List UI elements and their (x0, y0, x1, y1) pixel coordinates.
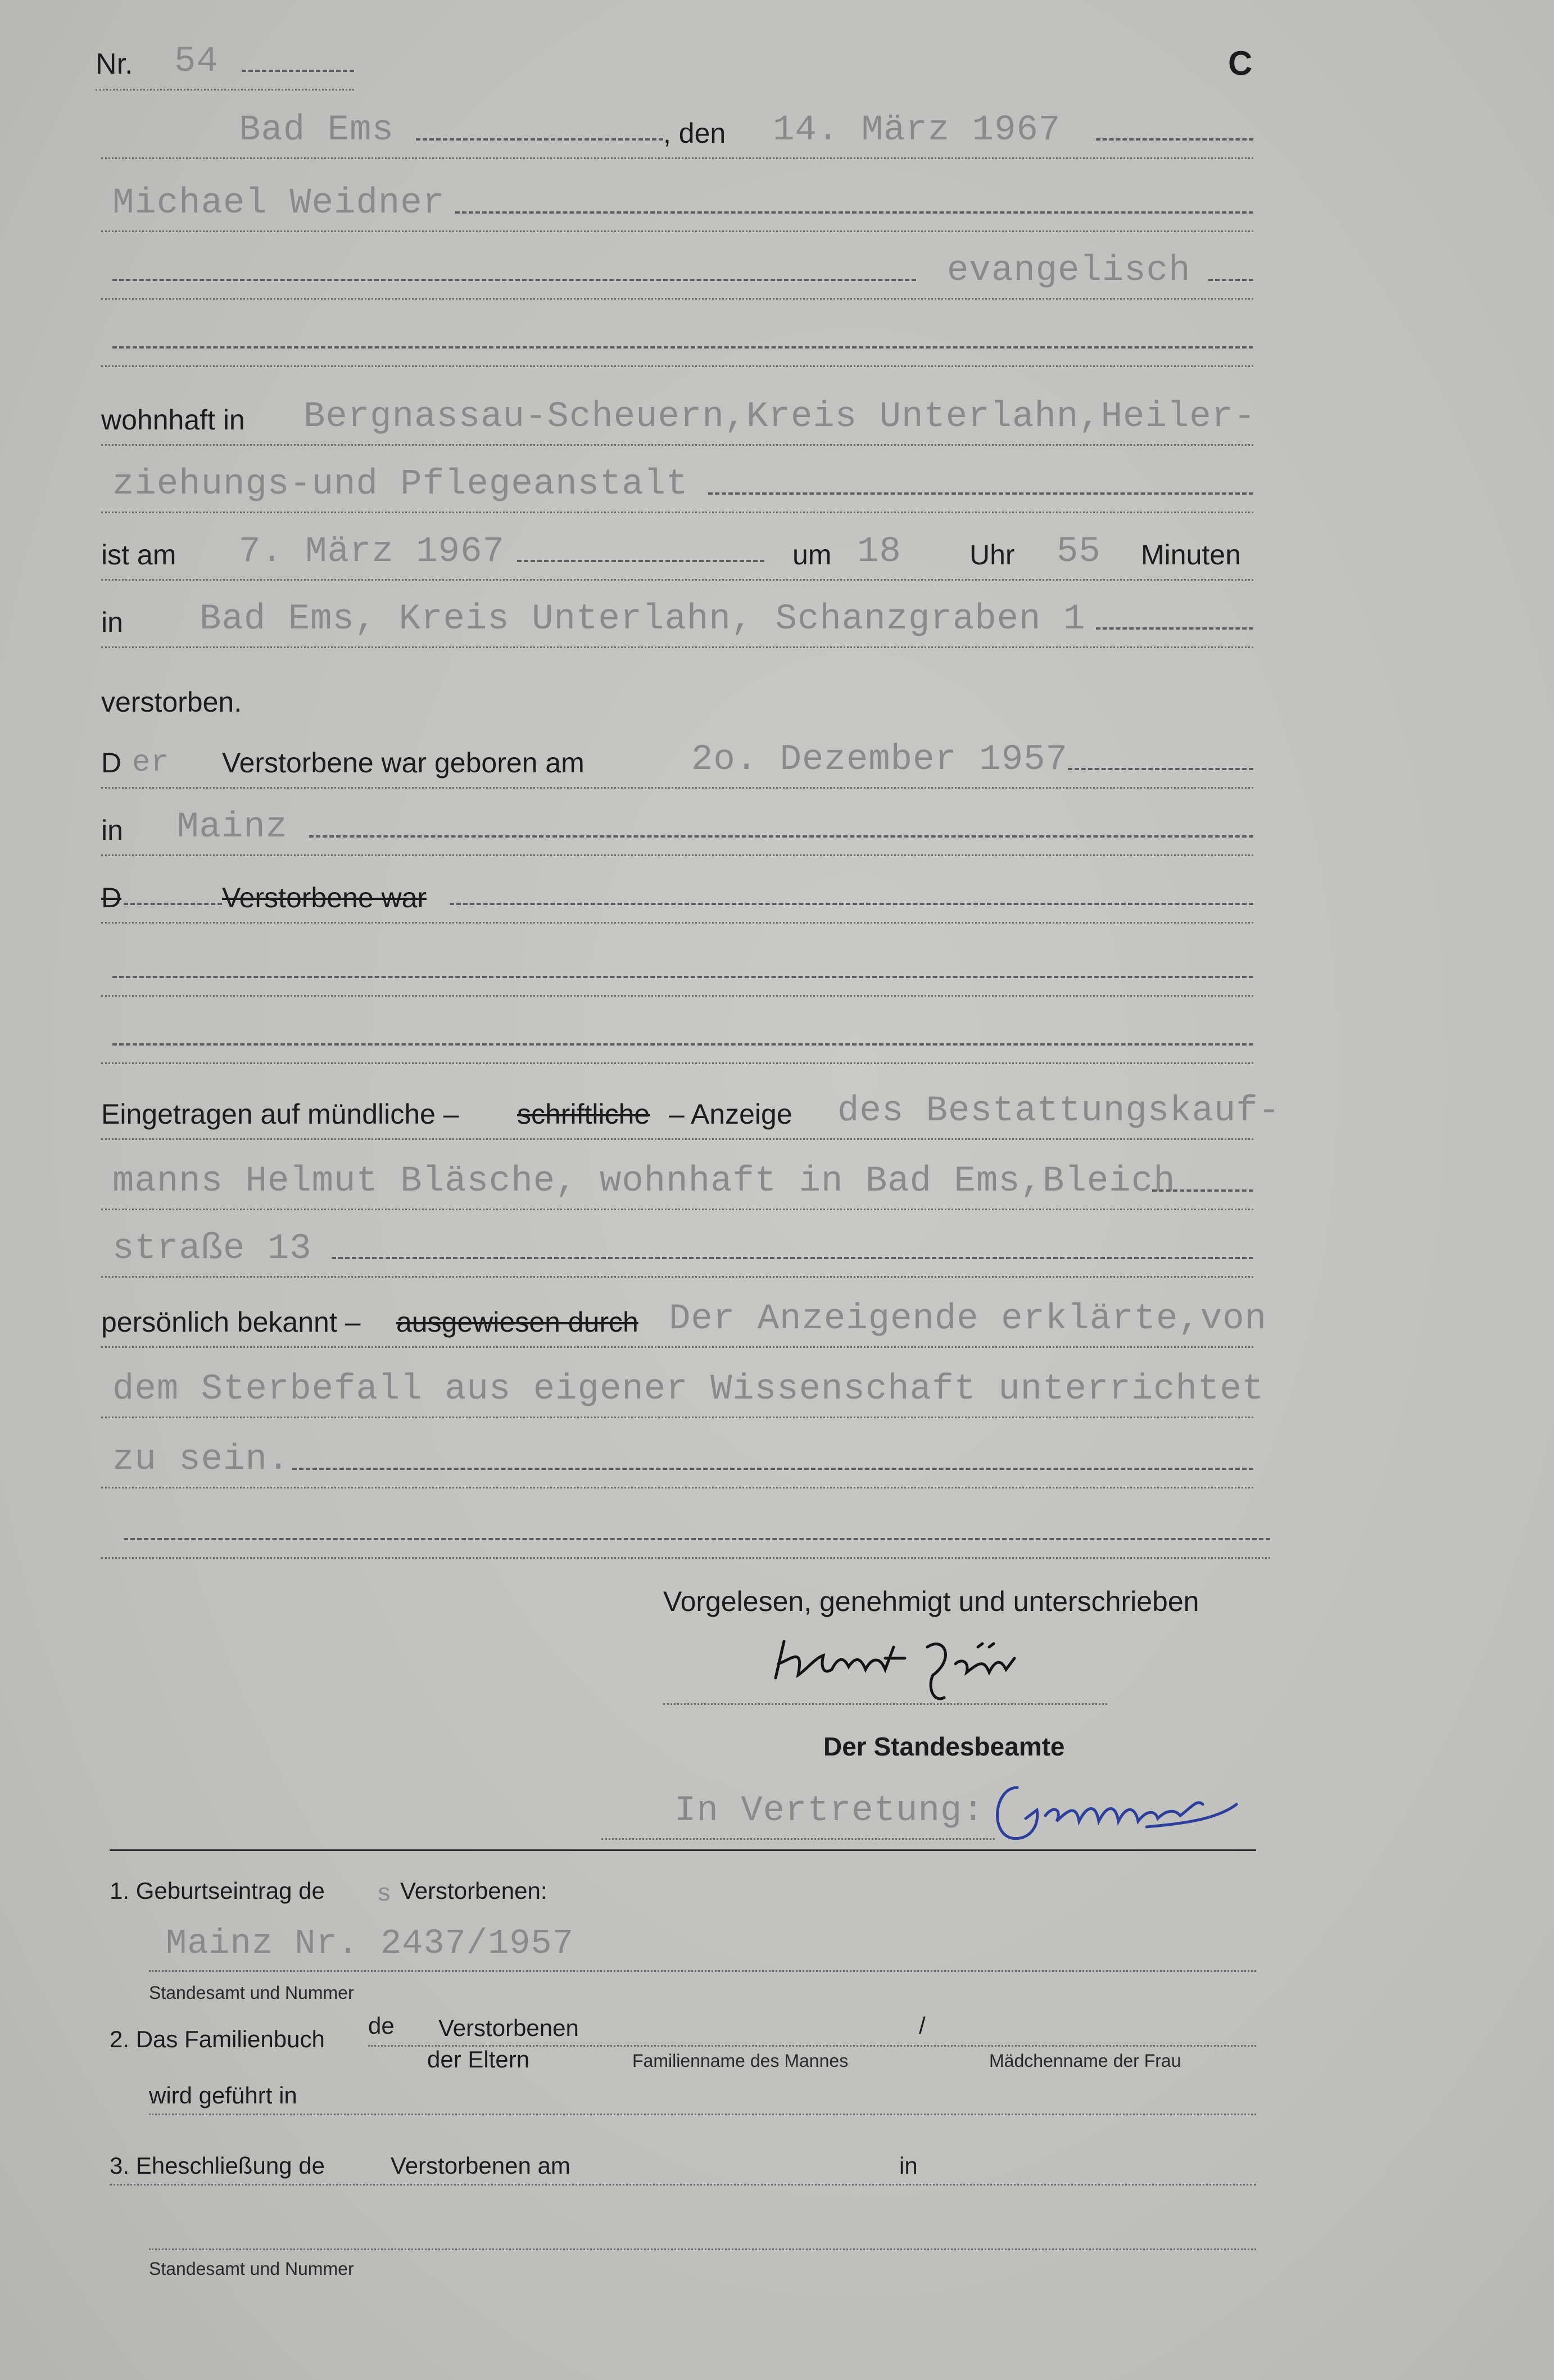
dash-fill (332, 1257, 1253, 1259)
entry-number-row (96, 44, 354, 91)
dash-fill (1096, 138, 1253, 141)
item1-sub: Standesamt und Nummer (149, 1983, 354, 2003)
deceased-name: Michael Weidner (112, 183, 445, 224)
residence-line-1: Bergnassau-Scheuern,Kreis Unterlahn,Heiler- (303, 397, 1256, 437)
read-approved-label: Vorgelesen, genehmigt und unterschrieben (663, 1586, 1199, 1617)
place-date-row (101, 107, 1253, 159)
birth-d-label: D (101, 747, 122, 779)
official-signature-text: Gemmer (1118, 1855, 1121, 1856)
item3-label: 3. Eheschließung de (110, 2152, 325, 2179)
dash-fill (450, 903, 1253, 905)
informant-signature-text: Helmut Bläsche (888, 1703, 892, 1704)
item2-sub-1: Familienname des Mannes (632, 2051, 849, 2071)
item1-label: 1. Geburtseintrag de (110, 1877, 325, 1904)
item2-verstorbenen: Verstorbenen (438, 2015, 579, 2041)
item1-value-line (149, 1922, 1256, 1972)
den-label: , den (663, 117, 726, 149)
known-struck: ausgewiesen durch (396, 1306, 638, 1338)
item1-rest: Verstorbenen: (400, 1877, 547, 1904)
uhr-label: Uhr (969, 539, 1015, 571)
item3-sub: Standesamt und Nummer (149, 2259, 354, 2279)
deputy-line (601, 1788, 995, 1840)
dash-fill (1096, 627, 1253, 630)
item2-label: 2. Das Familienbuch (110, 2026, 325, 2052)
item1-s: s (377, 1880, 392, 1908)
death-date: 7. März 1967 (239, 532, 505, 572)
report-label-b: – Anzeige (669, 1098, 792, 1130)
struck-d-label: D (101, 882, 122, 913)
birth-d-suffix: er (132, 746, 170, 780)
dash-fill (112, 1043, 1253, 1046)
dash-fill (112, 346, 1253, 349)
residence-label: wohnhaft in (101, 404, 245, 436)
blank-row (101, 315, 1253, 367)
blank-row (101, 944, 1253, 997)
religion-row (101, 247, 1253, 300)
dash-fill (292, 1468, 1253, 1470)
item1-value: Mainz Nr. 2437/1957 (166, 1924, 574, 1963)
informant-signature (663, 1625, 1107, 1709)
residence-row-1 (101, 393, 1256, 446)
corner-letter: C (1228, 44, 1253, 82)
um-label: um (792, 539, 832, 571)
birth-in-label: in (101, 815, 123, 846)
verstorben-label: verstorben. (101, 686, 242, 718)
birth-date-row (101, 736, 1253, 789)
report-row-2 (101, 1158, 1253, 1210)
ist-am-label: ist am (101, 539, 176, 571)
dash-fill (124, 903, 222, 905)
deputy-label: In Vertretung: (674, 1791, 985, 1831)
register-place: Bad Ems (239, 110, 394, 151)
in-label: in (101, 607, 123, 638)
residence-line-2: ziehungs-und Pflegeanstalt (112, 464, 688, 505)
struck-row (101, 871, 1253, 924)
item2-de: de (368, 2012, 395, 2039)
report-row-1 (101, 1088, 1281, 1140)
item2-sub-2: Mädchenname der Frau (989, 2051, 1181, 2071)
report-label: Eingetragen auf mündliche – (101, 1098, 459, 1130)
dash-fill (1208, 279, 1253, 281)
report-line-3: straße 13 (112, 1229, 312, 1269)
name-row (101, 180, 1253, 232)
item3-in: in (899, 2152, 918, 2179)
known-label: persönlich bekannt – (101, 1306, 361, 1338)
religion: evangelisch (947, 251, 1191, 291)
nr-value: 54 (174, 42, 219, 82)
report-row-6 (101, 1436, 1253, 1488)
item3-verstorbenen: Verstorbenen am (391, 2152, 570, 2179)
residence-row-2 (101, 461, 1253, 513)
footer-divider (110, 1849, 1256, 1851)
death-place-row (101, 596, 1253, 648)
dash-fill (112, 279, 916, 281)
report-line-6: zu sein. (112, 1440, 290, 1480)
dash-fill (112, 976, 1253, 978)
dash-fill (517, 560, 764, 562)
report-line-2: manns Helmut Bläsche, wohnhaft in Bad Ems,Bleich (112, 1161, 1176, 1202)
informant-signature-line (663, 1641, 1107, 1705)
dash-fill (1152, 1189, 1253, 1192)
report-line-5: dem Sterbefall aus eigener Wissenschaft unterrichtet (112, 1369, 1265, 1410)
dash-fill (1068, 768, 1253, 770)
blank-row (101, 1506, 1270, 1559)
death-time-row (101, 528, 1253, 581)
death-hour: 18 (857, 532, 901, 572)
dash-fill (124, 1538, 1270, 1540)
birth-date: 2o. Dezember 1957 (691, 740, 1068, 780)
official-label: Der Standesbeamte (823, 1732, 1065, 1761)
item2-eltern: der Eltern (427, 2046, 530, 2073)
nr-label: Nr. (96, 48, 133, 80)
item2-slash: / (919, 2012, 926, 2039)
minuten-label: Minuten (1141, 539, 1241, 571)
birth-place: Mainz (177, 807, 288, 848)
official-signature (978, 1765, 1259, 1861)
item2-line2-label: wird geführt in (149, 2082, 297, 2108)
report-row-5 (101, 1366, 1265, 1418)
birth-text-label: Verstorbene war geboren am (222, 747, 585, 779)
blank-row (101, 1012, 1253, 1064)
dash-fill (242, 70, 354, 72)
dash-fill (708, 492, 1253, 495)
report-line-1: des Bestattungskauf- (837, 1091, 1281, 1132)
dash-fill (416, 138, 663, 141)
struck-text: Verstorbene war (222, 882, 427, 913)
report-row-4 (101, 1296, 1267, 1348)
report-struck: schriftliche (517, 1098, 650, 1130)
report-row-3 (101, 1225, 1253, 1278)
death-place: Bad Ems, Kreis Unterlahn, Schanzgraben 1 (200, 599, 1086, 640)
birth-place-row (101, 804, 1253, 856)
dash-fill (455, 211, 1253, 214)
dash-fill (309, 835, 1253, 838)
report-line-4: Der Anzeigende erklärte,von (669, 1299, 1267, 1340)
item3-line (110, 2144, 1256, 2186)
item3-line-2 (149, 2248, 1256, 2250)
register-date: 14. März 1967 (773, 110, 1061, 151)
item2-line-2 (149, 2074, 1256, 2115)
death-minutes: 55 (1057, 532, 1101, 572)
